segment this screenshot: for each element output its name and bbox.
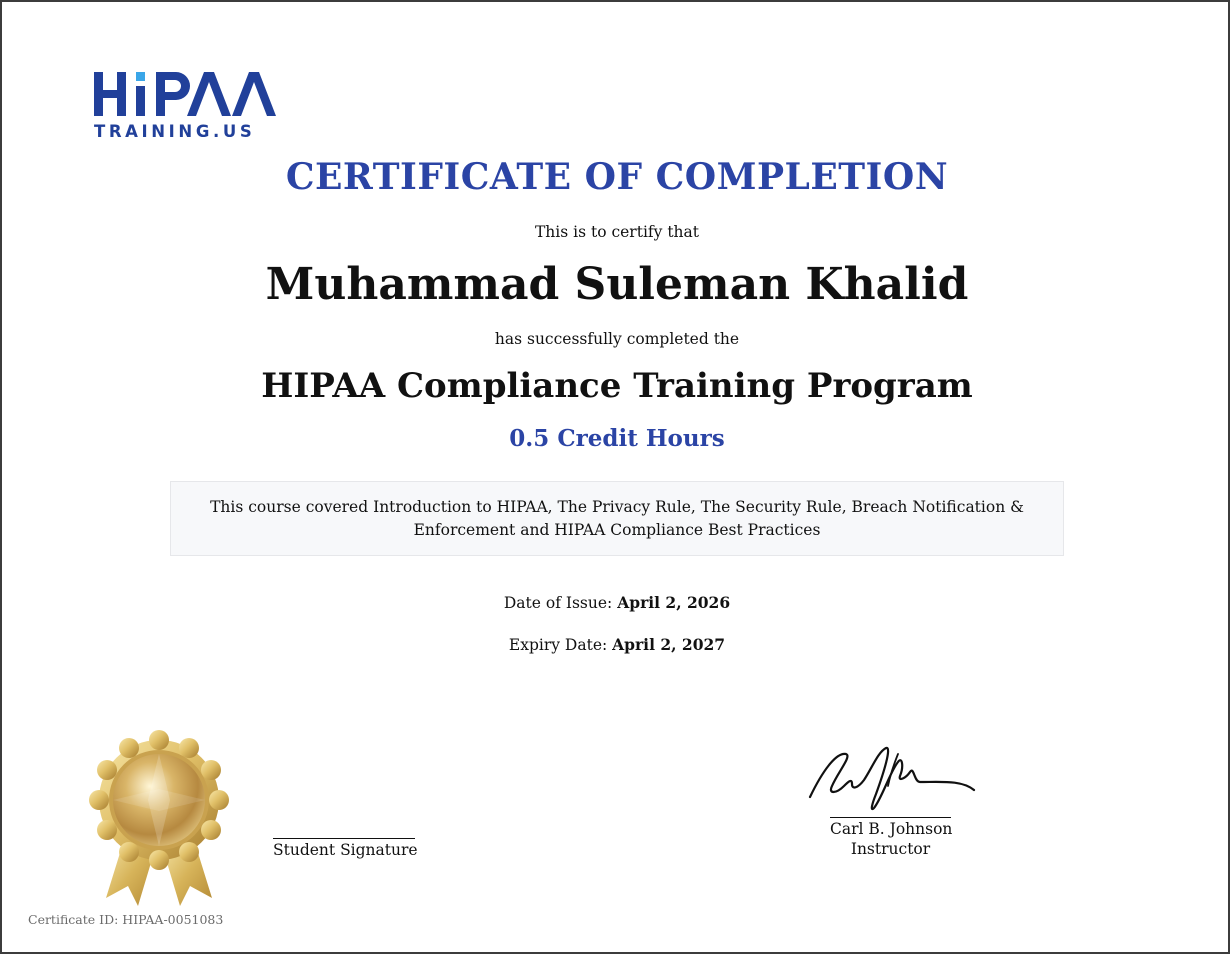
- issue-date-label: Date of Issue:: [503, 594, 618, 612]
- instructor-title: Instructor: [850, 840, 931, 858]
- course-summary-box: [170, 481, 1064, 556]
- recipient-name: Muhammad Suleman Khalid: [265, 259, 969, 310]
- certificate-id: Certificate ID: HIPAA-0051083: [28, 912, 224, 927]
- issue-date-value: April 2, 2026: [617, 593, 731, 612]
- student-signature-label: Student Signature: [273, 838, 415, 859]
- instructor-name: Carl B. Johnson: [830, 820, 953, 838]
- expiry-date-value: April 2, 2027: [612, 635, 726, 654]
- program-name: HIPAA Compliance Training Program: [261, 366, 973, 406]
- gold-seal-icon: [86, 730, 232, 906]
- course-summary-text: This course covered Introduction to HIPAA, The Privacy Rule, The Security Rule, Breach Notification & Enforcement and HIPAA Compliance Best Practices: [210, 498, 1024, 539]
- credit-hours: 0.5 Credit Hours: [509, 425, 725, 452]
- expiry-date-line: [2, 635, 1230, 654]
- certificate-title: CERTIFICATE OF COMPLETION: [285, 156, 949, 198]
- expiry-date-label: Expiry Date:: [508, 636, 613, 654]
- hipaa-training-logo: [92, 68, 284, 144]
- issue-date-line: [2, 593, 1230, 612]
- completed-line: has successfully completed the: [494, 330, 740, 348]
- instructor-signature: [802, 742, 982, 817]
- logo-subtitle: TRAINING.US: [94, 122, 256, 141]
- hipaa-logo-wordmark: [92, 68, 284, 120]
- instructor-block: [830, 817, 951, 859]
- certify-line: This is to certify that: [534, 223, 700, 241]
